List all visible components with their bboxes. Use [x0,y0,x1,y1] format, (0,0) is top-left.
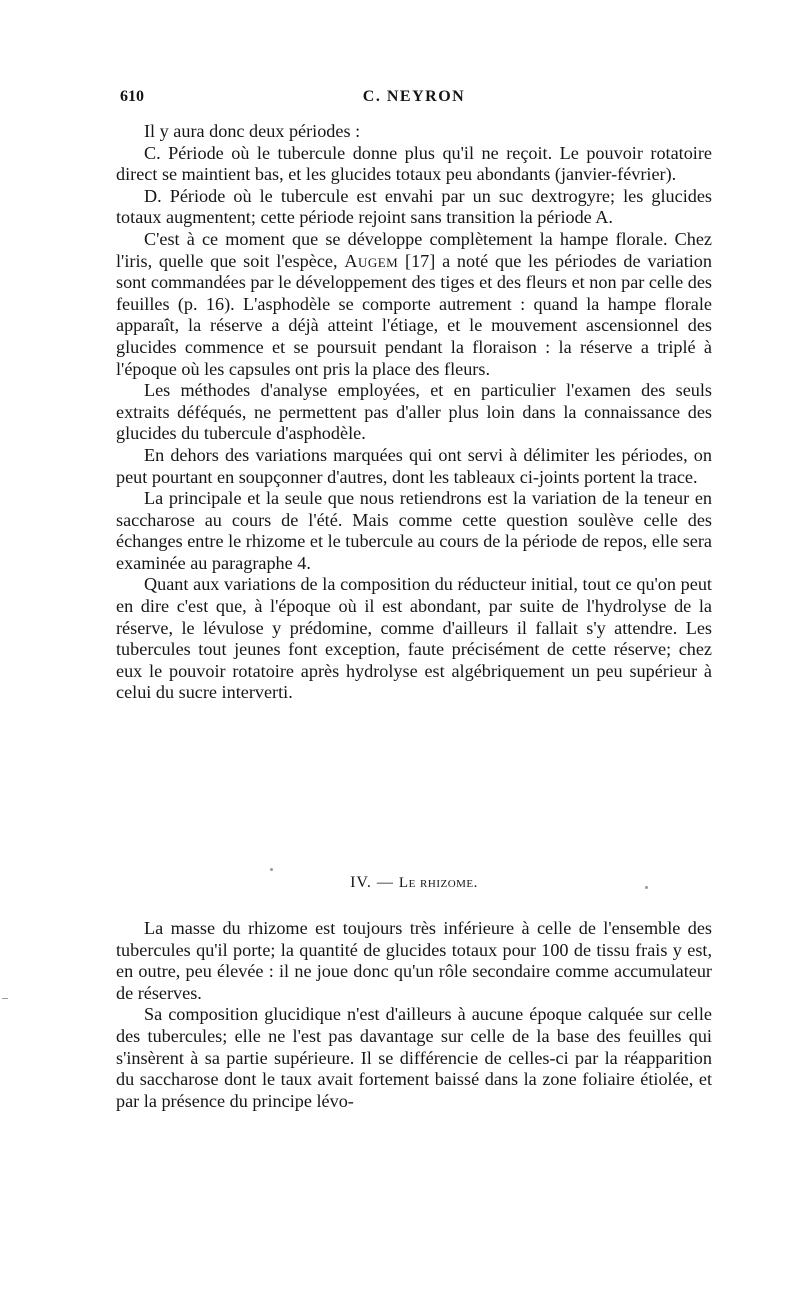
paragraph-period-c: C. Période où le tubercule donne plus qu'il ne reçoit. Le pouvoir rotatoire direct se maintient bas, et les glucides totaux peu abondants (janvier-février). [116,142,712,185]
paragraph-hampe-text-1: C'est à ce moment que se développe complètement la hampe florale. Chez l'iris, quelle que soit l'espèce, [116,228,712,271]
paragraph-reducteur: Quant aux variations de la composition du réducteur initial, tout ce qu'on peut en dire c'est que, à l'époque où il est abondant, par suite de l'hydrolyse de la réserve, le lévulose y prédomine, comme d'ailleurs il fallait s'y attendre. Les tubercules tout jeunes font exception, faute précisément de cette réserve; chez eux le pouvoir rotatoire après hydrolyse est algébriquement un peu supérieur à celui du sucre interverti. [116,574,712,703]
scan-speck [645,886,648,889]
section-title: Le rhizome. [398,875,478,891]
scan-speck [270,868,273,871]
paragraph-variations: En dehors des variations marquées qui ont servi à délimiter les périodes, on peut pourtant en soupçonner d'autres, dont les tableaux ci-joints portent la trace. [116,444,712,487]
paragraph-intro: Il y aura donc deux périodes : [144,121,361,141]
paragraph-hampe-florale [116,229,712,380]
section-numeral: IV. — [350,874,399,891]
paragraph-composition: Sa composition glucidique n'est d'ailleurs à aucune époque calquée sur celle des tubercules; elle ne l'est pas davantage sur celle de la base des feuilles qui s'insèrent à sa partie supérieure. Il se différencie de celles-ci par la réapparition du saccharose dont le taux avait fortement baissé dans la zone foliaire étiolée, et par la présence du principe lévo- [116,1004,712,1111]
main-text-block [116,121,712,704]
paragraph-principale: La principale et la seule que nous retiendrons est la variation de la teneur en saccharose au cours de l'été. Mais comme cette question soulève celle des échanges entre le rhizome et le tubercule au cours de la période de repos, elle sera examinée au paragraphe 4. [116,488,712,573]
page-number: 610 [120,88,144,105]
paragraph-methodes: Les méthodes d'analyse employées, et en particulier l'examen des seuls extraits déféqués, ne permettent pas d'aller plus loin dans la connaissance des glucides du tubercule d'asphodèle. [116,380,712,444]
paragraph-period-d: D. Période où le tubercule est envahi par un suc dextrogyre; les glucides totaux augmentent; cette période rejoint sans transition la période A. [116,185,712,228]
running-title: C. NEYRON [362,88,466,105]
author-citation: Augem [344,250,399,271]
paragraph-hampe-text-2: [17] a noté que les périodes de variation sont commandées par le développement des tiges et des fleurs et non par celle des feuilles (p. 16). L'asphodèle se comporte autrement : quand la hampe florale apparaît, la réserve a déjà atteint l'étiage, et le mouvement ascensionnel des glucides commence et se poursuit pendant la floraison : la réserve a triplé à l'époque où les capsules ont pris la place des fleurs. [116,250,712,379]
section-heading [116,874,712,892]
scan-edge-mark [2,998,8,999]
section-text-block [116,918,712,1112]
running-head [116,88,712,112]
paragraph-masse-rhizome: La masse du rhizome est toujours très inférieure à celle de l'ensemble des tubercules qu'il porte; la quantité de glucides totaux pour 100 de tissu frais y est, en outre, peu élevée : il ne joue donc qu'un rôle secondaire comme accumulateur de réserves. [116,918,712,1003]
